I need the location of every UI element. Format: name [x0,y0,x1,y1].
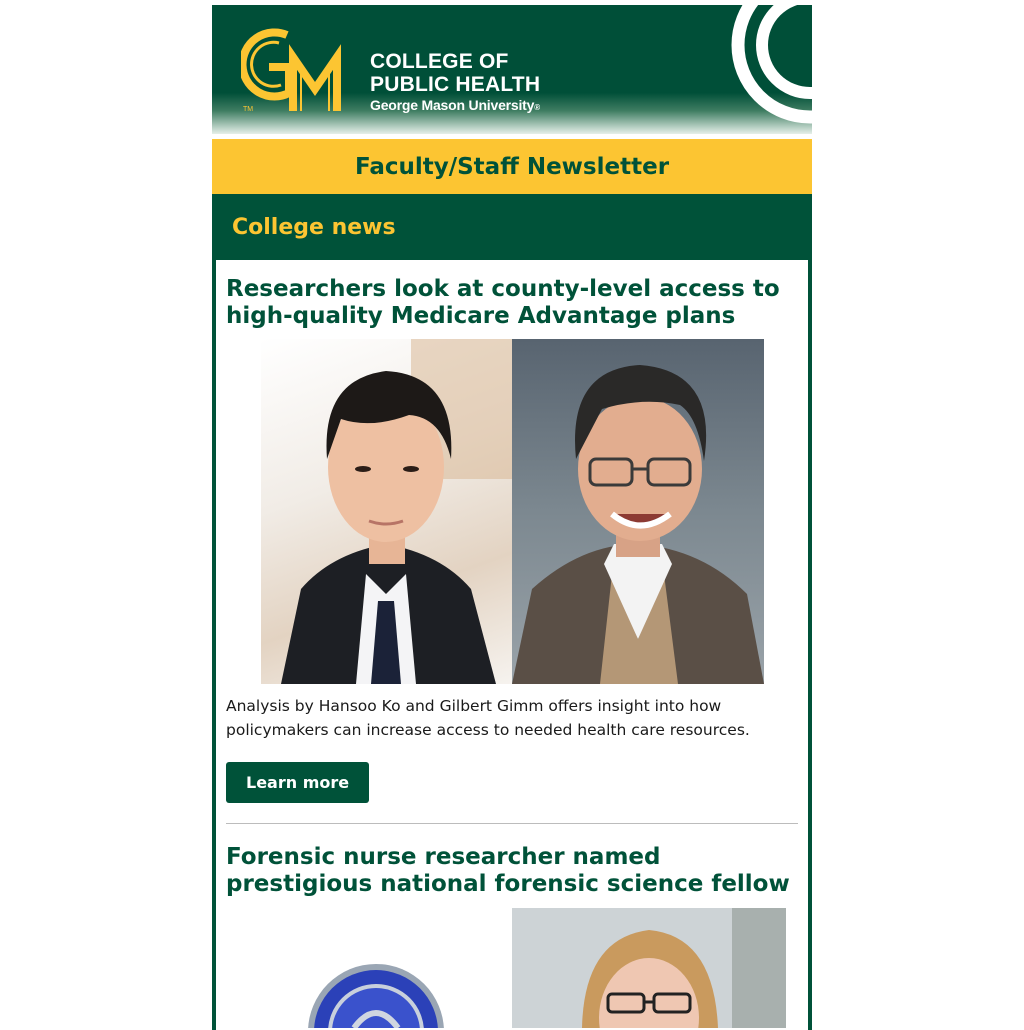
newsletter-title: Faculty/Staff Newsletter [354,153,670,180]
decorative-rings-icon [692,5,812,134]
article-image[interactable] [226,908,798,1028]
article-summary: Analysis by Hansoo Ko and Gilbert Gimm offers insight into how policymakers can increase access to needed health care resources. [226,697,750,739]
article [226,844,798,1028]
header-banner [212,5,812,134]
gm-logo-icon [241,23,359,115]
section-header [212,194,812,260]
forensic-academy-medal-photo [226,908,512,1028]
section-content [212,260,812,1030]
learn-more-button[interactable]: Learn more [226,762,369,803]
newsletter-email [212,5,812,1030]
portrait-photo-fellow [512,908,786,1028]
article-headline-link[interactable]: Forensic nurse researcher named prestigious national forensic science fellow [226,844,790,897]
logo-line-college: COLLEGE OF [370,50,509,73]
article [226,276,798,803]
article-image[interactable] [226,339,798,684]
newsletter-banner [212,139,812,194]
logo-wordmark [370,50,540,117]
portrait-photo-right [512,339,764,684]
logo-tm: TM [243,106,254,113]
logo-line-public-health: PUBLIC HEALTH [370,73,541,96]
logo-line-university: George Mason University® [370,97,540,113]
portrait-photo-left [261,339,512,684]
article-headline-link[interactable]: Researchers look at county-level access to high-quality Medicare Advantage plans [226,276,780,329]
section-title: College news [232,214,396,240]
article-divider [226,823,798,824]
